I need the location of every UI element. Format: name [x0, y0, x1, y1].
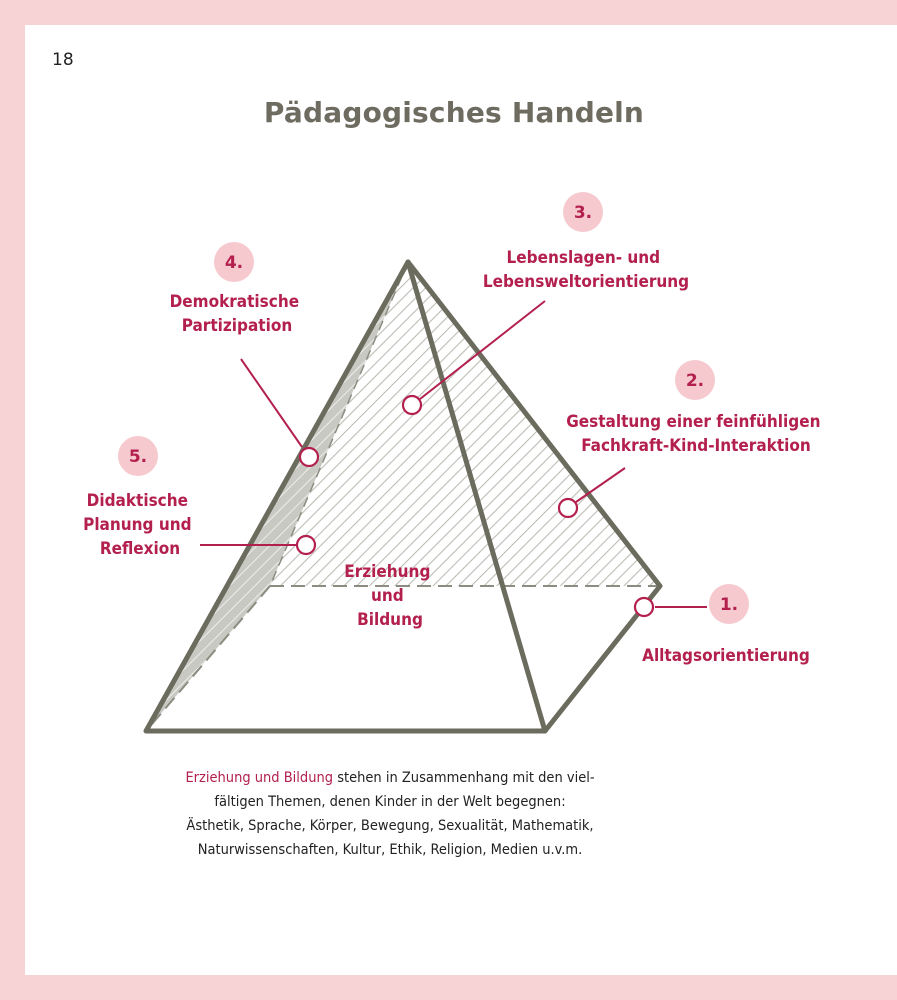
svg-text:5.: 5. — [128, 447, 148, 467]
label-didaktische-planung: Didaktische Planung und Reflexion — [83, 491, 192, 559]
label-fachkraft-kind-interaktion: Gestaltung einer feinfühligen Fachkraft-Kind-Interaktion — [566, 412, 821, 456]
number-badge-1 — [709, 584, 749, 624]
caption-line-4: Naturwissenschaften, Kultur, Ethik, Religion, Medien u.v.m. — [197, 842, 583, 858]
caption — [100, 766, 680, 862]
svg-text:4.: 4. — [224, 253, 244, 273]
page-number: 18 — [52, 50, 74, 70]
number-badge-5 — [118, 436, 158, 476]
caption-line-3: Ästhetik, Sprache, Körper, Bewegung, Sexualität, Mathematik, — [186, 818, 594, 834]
number-badge-2 — [675, 360, 715, 400]
number-badge-3 — [563, 192, 603, 232]
label-lebensweltorientierung: Lebenslagen- und Lebensweltorientierung — [482, 248, 690, 292]
caption-line-2: fältigen Themen, denen Kinder in der Welt begegnen: — [214, 794, 566, 810]
svg-text:2.: 2. — [685, 371, 705, 391]
page-title: Pädagogisches Handeln — [263, 96, 645, 129]
label-partizipation: Demokratische Partizipation — [169, 292, 300, 336]
label-alltagsorientierung: Alltagsorientierung — [642, 646, 810, 666]
svg-text:1.: 1. — [719, 595, 739, 615]
number-badge-4 — [214, 242, 254, 282]
svg-text:3.: 3. — [573, 203, 593, 223]
hidden-edge-left — [146, 586, 270, 731]
caption-highlight: Erziehung und Bildung — [185, 770, 334, 786]
center-label: Erziehung und Bildung — [344, 562, 431, 630]
caption-line-1: Erziehung und Bildung stehen in Zusammenhang mit den viel- — [185, 770, 595, 786]
